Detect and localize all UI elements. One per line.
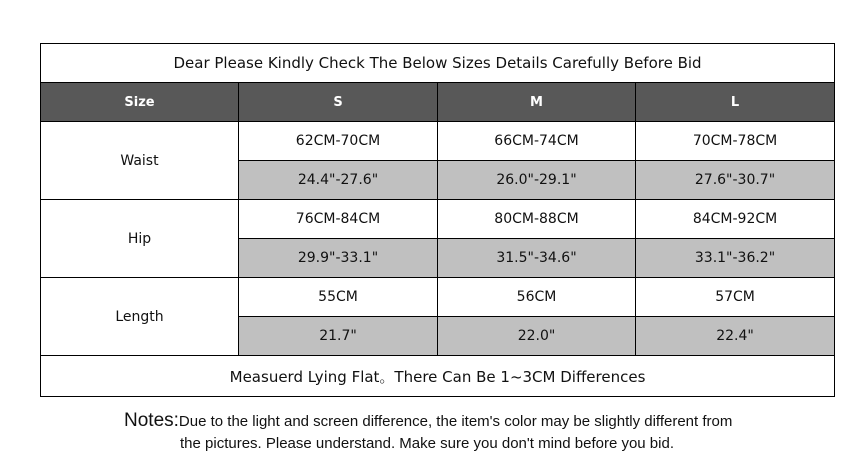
cell-value: 57CM (636, 278, 835, 317)
table-title: Dear Please Kindly Check The Below Sizes Details Carefully Before Bid (41, 44, 835, 83)
cell-value: 70CM-78CM (636, 122, 835, 161)
row-label-hip: Hip (41, 200, 239, 278)
table-row (41, 122, 835, 161)
notes-line-2: the pictures. Please understand. Make sure you don't mind before you bid. (180, 435, 674, 452)
footer-row (41, 356, 835, 397)
size-chart-table (40, 43, 835, 397)
cell-value: 22.4" (636, 317, 835, 356)
cell-value: 29.9"-33.1" (239, 239, 438, 278)
table-row (41, 278, 835, 317)
header-l: L (636, 83, 835, 122)
row-label-length: Length (41, 278, 239, 356)
cell-value: 33.1"-36.2" (636, 239, 835, 278)
notes-heading: Notes: (124, 410, 179, 431)
header-size: Size (41, 83, 239, 122)
row-label-waist: Waist (41, 122, 239, 200)
cell-value: 76CM-84CM (239, 200, 438, 239)
cell-value: 24.4"-27.6" (239, 161, 438, 200)
table-footer: Measuerd Lying Flat。There Can Be 1~3CM Differences (41, 356, 835, 397)
cell-value: 21.7" (239, 317, 438, 356)
notes (124, 410, 824, 455)
cell-value: 56CM (438, 278, 636, 317)
cell-value: 26.0"-29.1" (438, 161, 636, 200)
title-row (41, 44, 835, 83)
table-row (41, 200, 835, 239)
cell-value: 62CM-70CM (239, 122, 438, 161)
cell-value: 84CM-92CM (636, 200, 835, 239)
cell-value: 27.6"-30.7" (636, 161, 835, 200)
cell-value: 55CM (239, 278, 438, 317)
cell-value: 80CM-88CM (438, 200, 636, 239)
cell-value: 66CM-74CM (438, 122, 636, 161)
cell-value: 22.0" (438, 317, 636, 356)
header-m: M (438, 83, 636, 122)
header-row (41, 83, 835, 122)
notes-line-1: Due to the light and screen difference, the item's color may be slightly different from (178, 413, 733, 430)
header-s: S (239, 83, 438, 122)
cell-value: 31.5"-34.6" (438, 239, 636, 278)
